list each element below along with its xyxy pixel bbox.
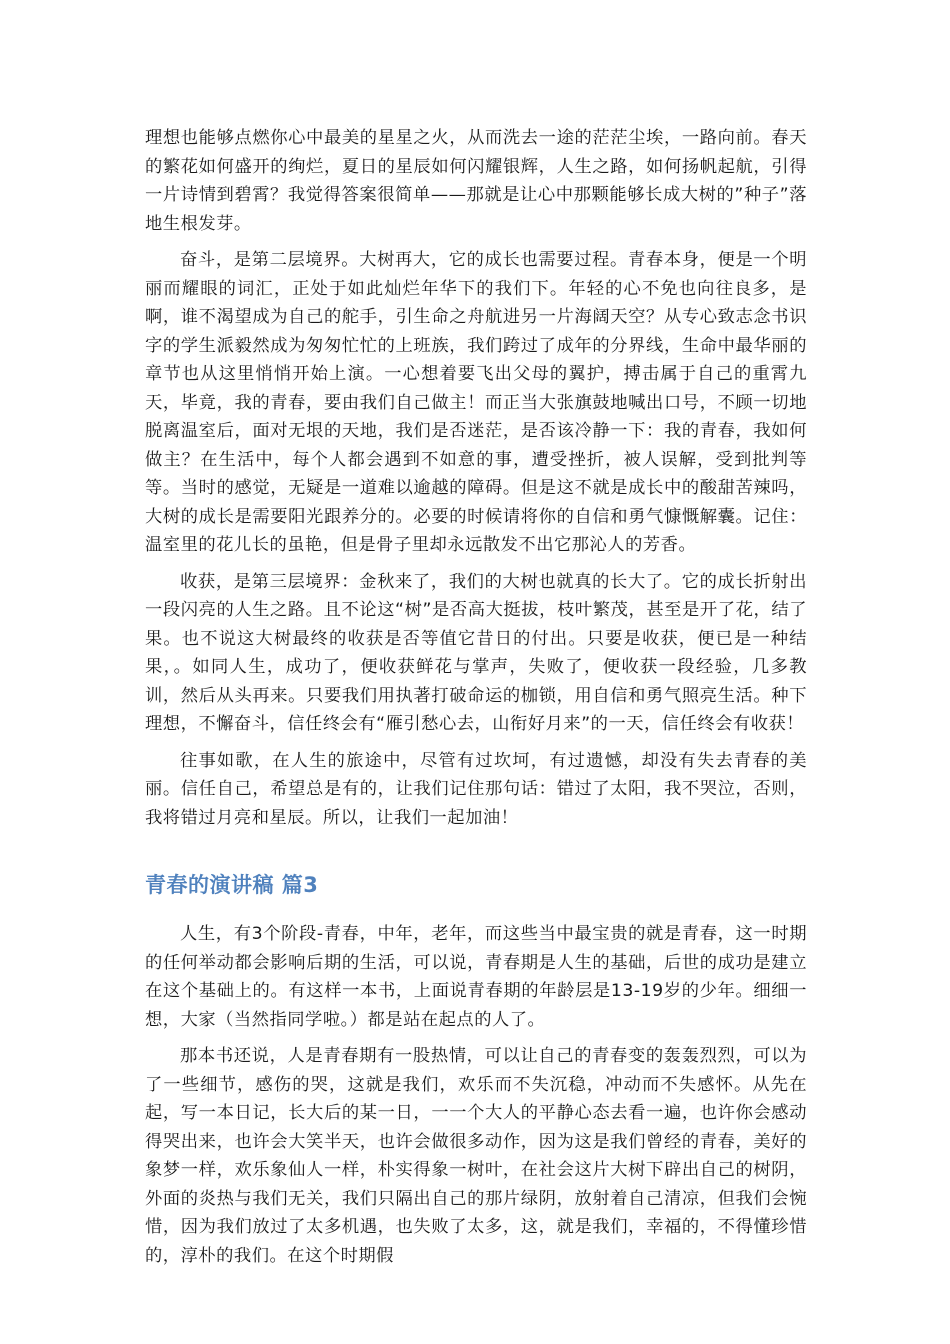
paragraph-harvest: 收获，是第三层境界：金秋来了，我们的大树也就真的长大了。它的成长折射出一段闪亮的人生之路。且不论这“树”是否高大挺拔，枝叶繁茂，甚至是开了花，结了果。也不说这大树最终的收获是否等值它昔日的付出。只要是收获，便已是一种结果，。如同人生，成功了，便收获鲜花与掌声，失败了，便收获一段经验，几多教训，然后从头再来。只要我们用执著打破命运的枷锁，用自信和勇气照亮生活。种下理想，不懈奋斗，信任终会有“雁引愁心去，山衔好月来”的一天，信任终会有收获！ [145, 571, 807, 734]
paragraph-continued: 理想也能够点燃你心中最美的星星之火，从而洗去一途的茫茫尘埃，一路向前。春天的繁花如何盛开的绚烂，夏日的星辰如何闪耀银辉，人生之路，如何扬帆起航，引得一片诗情到碧霄？我觉得答案很简单——那就是让心中那颗能够长成大树的”种子”落地生根发芽。 [145, 128, 807, 234]
paragraph-conclusion: 往事如歌，在人生的旅途中，尽管有过坎坷，有过遗憾，却没有失去青春的美丽。信任自己，希望总是有的，让我们记住那句话：错过了太阳，我不哭泣，否则，我将错过月亮和星辰。所以，让我们一起加油！ [145, 750, 807, 828]
paragraph-book: 那本书还说，人是青春期有一股热情，可以让自己的青春变的轰轰烈烈，可以为了一些细节，感伤的哭，这就是我们，欢乐而不失沉稳，冲动而不失感怀。从先在起，写一本日记，长大后的某一日，一一个大人的平静心态去看一遍，也许你会感动得哭出来，也许会大笑半天，也许会做很多动作，因为这是我们曾经的青春，美好的象梦一样，欢乐象仙人一样，朴实得象一树叶，在社会这片大树下辟出自己的树阴，外面的炎热与我们无关，我们只隔出自己的那片绿阴，放射着自己清凉，但我们会惋惜，因为我们放过了太多机遇，也失败了太多，这，就是我们，幸福的，不得懂珍惜的，淳朴的我们。在这个时期假 [145, 1046, 807, 1266]
section-heading: 青春的演讲稿 篇3 [145, 873, 319, 897]
document-body [145, 124, 807, 1270]
paragraph-struggle: 奋斗，是第二层境界。大树再大，它的成长也需要过程。青春本身，便是一个明丽而耀眼的词汇，正处于如此灿烂年华下的我们下。年轻的心不免也向往良多，是啊，谁不渴望成为自己的舵手，引生命之舟航进另一片海阔天空？从专心致志念书识字的学生派毅然成为匆匆忙忙的上班族，我们跨过了成年的分界线，生命中最华丽的章节也从这里悄悄开始上演。一心想着要飞出父母的翼护，搏击属于自己的重霄九天，毕竟，我的青春，要由我们自己做主！而正当大张旗鼓地喊出口号，不顾一切地脱离温室后，面对无垠的天地，我们是否迷茫，是否该冷静一下：我的青春，我如何做主？在生活中，每个人都会遇到不如意的事，遭受挫折，被人误解，受到批判等等。当时的感觉，无疑是一道难以逾越的障碍。但是这不就是成长中的酸甜苦辣吗，大树的成长是需要阳光跟养分的。必要的时候请将你的自信和勇气慷慨解囊。记住：温室里的花儿长的虽艳，但是骨子里却永远散发不出它那沁人的芳香。 [145, 250, 807, 555]
paragraph-stages: 人生，有3个阶段-青春，中年，老年，而这些当中最宝贵的就是青春，这一时期的任何举动都会影响后期的生活，可以说，青春期是人生的基础，后世的成功是建立在这个基础上的。有这样一本书，上面说青春期的年龄层是13-19岁的少年。细细一想，大家（当然指同学啦。）都是站在起点的人了。 [145, 924, 807, 1030]
